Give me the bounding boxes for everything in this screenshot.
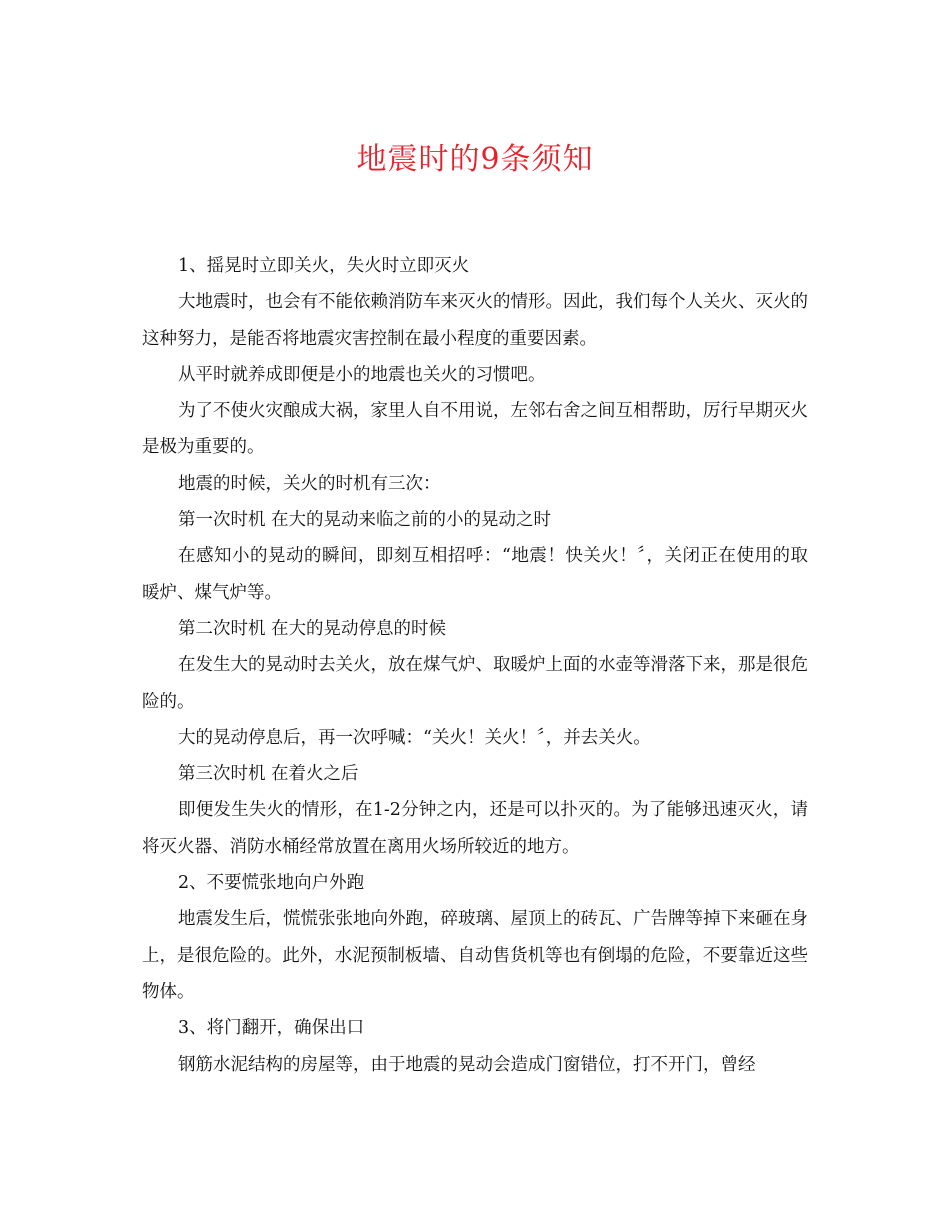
paragraph: 地震的时候，关火的时机有三次： xyxy=(178,473,441,494)
document-body xyxy=(142,248,808,1083)
paragraph: 即便发生失火的情形，在1-2分钟之内，还是可以扑灭的。为了能够迅速灭火，请将灭火器、消防水桶经常放置在离用火场所较近的地方。 xyxy=(142,800,808,857)
paragraph: 第一次时机 在大的晃动来临之前的小的晃动之时 xyxy=(178,510,552,531)
page-title: 地震时的9条须知 xyxy=(356,142,594,177)
paragraph: 大地震时，也会有不能依赖消防车来灭火的情形。因此，我们每个人关火、灭火的这种努力，是能否将地震灾害控制在最小程度的重要因素。 xyxy=(142,292,808,349)
paragraph: 在发生大的晃动时去关火，放在煤气炉、取暖炉上面的水壶等滑落下来，那是很危险的。 xyxy=(142,655,808,712)
paragraph: 2、不要慌张地向户外跑 xyxy=(178,873,365,894)
paragraph: 钢筋水泥结构的房屋等，由于地震的晃动会造成门窗错位，打不开门，曾经 xyxy=(178,1054,756,1075)
paragraph: 地震发生后，慌慌张张地向外跑，碎玻璃、屋顶上的砖瓦、广告牌等掉下来砸在身上，是很危险的。此外，水泥预制板墙、自动售货机等也有倒塌的危险，不要靠近这些物体。 xyxy=(142,909,808,1002)
paragraph: 大的晃动停息后，再一次呼喊：“关火！关火！〞，并去关火。 xyxy=(178,727,651,748)
paragraph: 第二次时机 在大的晃动停息的时候 xyxy=(178,618,447,639)
paragraph: 从平时就养成即便是小的地震也关火的习惯吧。 xyxy=(178,364,546,385)
paragraph: 为了不使火灾酿成大祸，家里人自不用说，左邻右舍之间互相帮助，厉行早期灭火是极为重要的。 xyxy=(142,401,808,458)
paragraph: 在感知小的晃动的瞬间，即刻互相招呼：“地震！快关火！〞，关闭正在使用的取暖炉、煤气炉等。 xyxy=(142,546,808,603)
paragraph: 3、将门翻开，确保出口 xyxy=(178,1018,365,1039)
paragraph: 1、摇晃时立即关火，失火时立即灭火 xyxy=(178,256,470,276)
paragraph: 第三次时机 在着火之后 xyxy=(178,764,359,785)
